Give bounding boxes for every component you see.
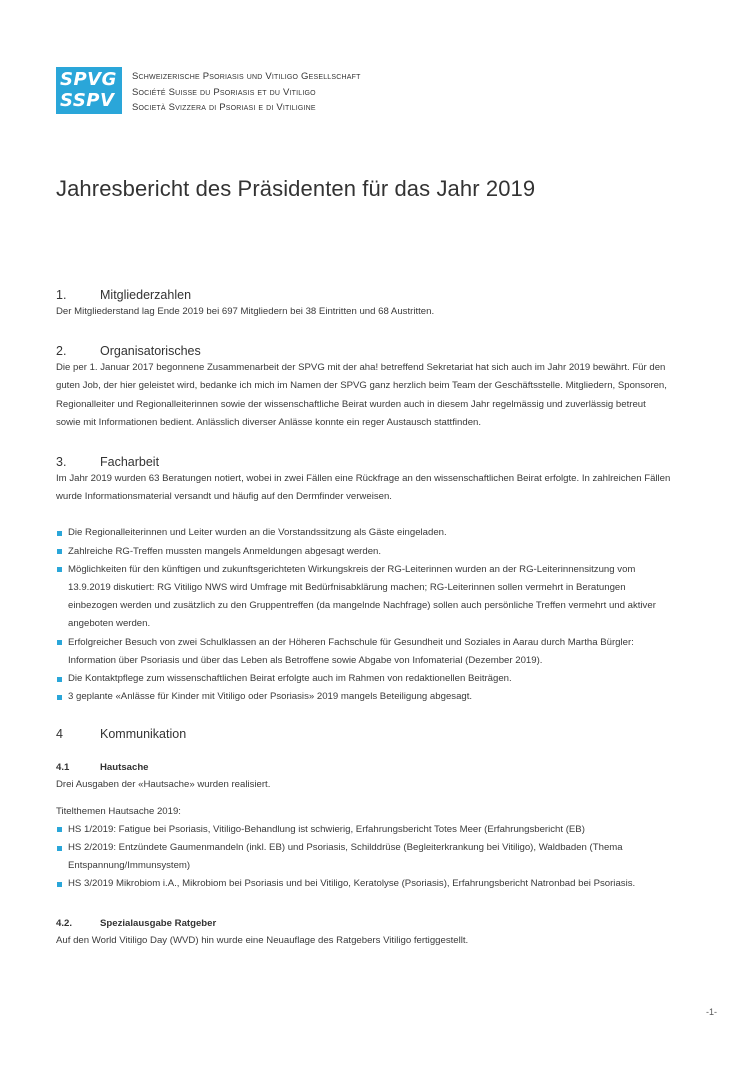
section-3-list bbox=[56, 524, 656, 706]
logo-line-1: SPVG bbox=[60, 69, 117, 90]
logo-name-de: Schweizerische Psoriasis und Vitiligo Gesellschaft bbox=[132, 71, 361, 82]
section-number: 4 bbox=[56, 727, 63, 742]
subsection-number: 4.2. bbox=[56, 917, 73, 929]
list-item: 3 geplante «Anlässe für Kinder mit Vitiligo oder Psoriasis» 2019 mangels Beteiligung abgesagt. bbox=[56, 688, 656, 706]
subsection-title: Spezialausgabe Ratgeber bbox=[100, 917, 217, 929]
subsection-4-1-list bbox=[56, 821, 656, 894]
list-item: Die Regionalleiterinnen und Leiter wurden an die Vorstandssitzung als Gäste eingeladen. bbox=[56, 524, 656, 542]
subsection-number: 4.1 bbox=[56, 762, 70, 774]
section-title: Mitgliederzahlen bbox=[100, 288, 192, 302]
list-item: Zahlreiche RG-Treffen mussten mangels Anmeldungen abgesagt werden. bbox=[56, 543, 656, 561]
list-item: Erfolgreicher Besuch von zwei Schulklassen an der Höheren Fachschule für Gesundheit und Soziales in Aarau durch Martha Bürgler: Information über Psoriasis und über das Leben als Betroffene sowie Abgabe von Infomaterial (Dezember 2019). bbox=[56, 634, 656, 670]
section-2-text: Die per 1. Januar 2017 begonnene Zusammenarbeit der SPVG mit der aha! betreffend Sekretariat hat sich auch im Jahr 2019 bewährt. Für den guten Job, der hier geleistet wird, bedanke ich mich im Namen der SPVG ganz herzlich beim Team der Geschäftsstelle. Mitgliedern, Sponsoren, Regionalleiter und Regionalleiterinnen sowie der wissenschaftliche Beirat wurden auch in diesem Jahr regelmässig und zuverlässig betreut sowie mit Informationen bedient. Anlässlich diverser Anlässe konnte ein reger Austausch stattfinden. bbox=[56, 362, 667, 428]
subsection-4-1-text: Drei Ausgaben der «Hautsache» wurden realisiert. bbox=[56, 779, 271, 791]
subsection-4-1-heading bbox=[56, 760, 696, 776]
section-1-heading bbox=[56, 287, 696, 303]
subsection-4-1-list-title: Titelthemen Hautsache 2019: bbox=[56, 805, 181, 817]
logo bbox=[56, 67, 361, 116]
section-3-text: Im Jahr 2019 wurden 63 Beratungen notiert, wobei in zwei Fällen eine Rückfrage an den wissenschaftlichen Beirat erfolgte. In zahlreichen Fällen wurde Informationsmaterial versandt und häufig auf den Dermfinder verweisen. bbox=[56, 473, 671, 503]
logo-mark bbox=[56, 67, 122, 114]
section-title: Organisatorisches bbox=[100, 344, 201, 359]
logo-names bbox=[132, 67, 361, 116]
section-1-text: Der Mitgliederstand lag Ende 2019 bei 697 Mitgliedern bei 38 Eintritten und 68 Austritten. bbox=[56, 306, 435, 317]
list-item: HS 1/2019: Fatigue bei Psoriasis, Vitiligo-Behandlung ist schwierig, Erfahrungsbericht Totes Meer (Erfahrungsbericht (EB) bbox=[56, 821, 656, 839]
subsection-4-2-text: Auf den World Vitiligo Day (WVD) hin wurde eine Neuauflage des Ratgebers Vitiligo fertiggestellt. bbox=[56, 934, 469, 946]
section-number: 3. bbox=[56, 455, 67, 470]
page-number: -1- bbox=[706, 1007, 717, 1017]
subsection-title: Hautsache bbox=[100, 762, 149, 774]
page-title: Jahresbericht des Präsidenten für das Jahr 2019 bbox=[56, 176, 536, 201]
list-item: Möglichkeiten für den künftigen und zukunftsgerichteten Wirkungskreis der RG-Leiterinnen wurden an der RG-Leiterinnensitzung vom 13.9.2019 diskutiert: RG Vitiligo NWS wird Umfrage mit Bedürfnisabklärung machen; RG-Leiterinnen sollen vermehrt in Beratungen einbezogen werden und zusätzlich zu den Gruppentreffen (da mangelnde Nachfrage) sollen auch persönliche Treffen vermehrt und aktiver angeboten werden. bbox=[56, 561, 656, 634]
section-number: 2. bbox=[56, 344, 67, 359]
section-title: Kommunikation bbox=[100, 727, 187, 742]
list-item: HS 2/2019: Entzündete Gaumenmandeln (inkl. EB) und Psoriasis, Schilddrüse (Begleiterkrankung bei Vitiligo), Waldbaden (Thema Entspannung/Immunsystem) bbox=[56, 839, 656, 875]
subsection-4-2-heading bbox=[56, 916, 696, 932]
section-title: Facharbeit bbox=[100, 455, 160, 470]
logo-line-2: SSPV bbox=[60, 90, 115, 111]
section-4-heading bbox=[56, 726, 696, 742]
document-body bbox=[56, 287, 696, 950]
section-2-heading bbox=[56, 343, 696, 359]
section-number: 1. bbox=[56, 288, 67, 302]
list-item: HS 3/2019 Mikrobiom i.A., Mikrobiom bei Psoriasis und bei Vitiligo, Keratolyse (Psoriasis), Erfahrungsbericht Natronbad bei Psoriasis. bbox=[56, 875, 656, 893]
section-3-heading bbox=[56, 454, 696, 470]
list-item: Die Kontaktpflege zum wissenschaftlichen Beirat erfolgte auch im Rahmen von redaktionellen Beiträgen. bbox=[56, 670, 656, 688]
logo-name-it: Società Svizzera di Psoriasi e di Vitiligine bbox=[132, 102, 316, 113]
logo-name-fr: Société Suisse du Psoriasis et du Vitiligo bbox=[132, 86, 316, 98]
